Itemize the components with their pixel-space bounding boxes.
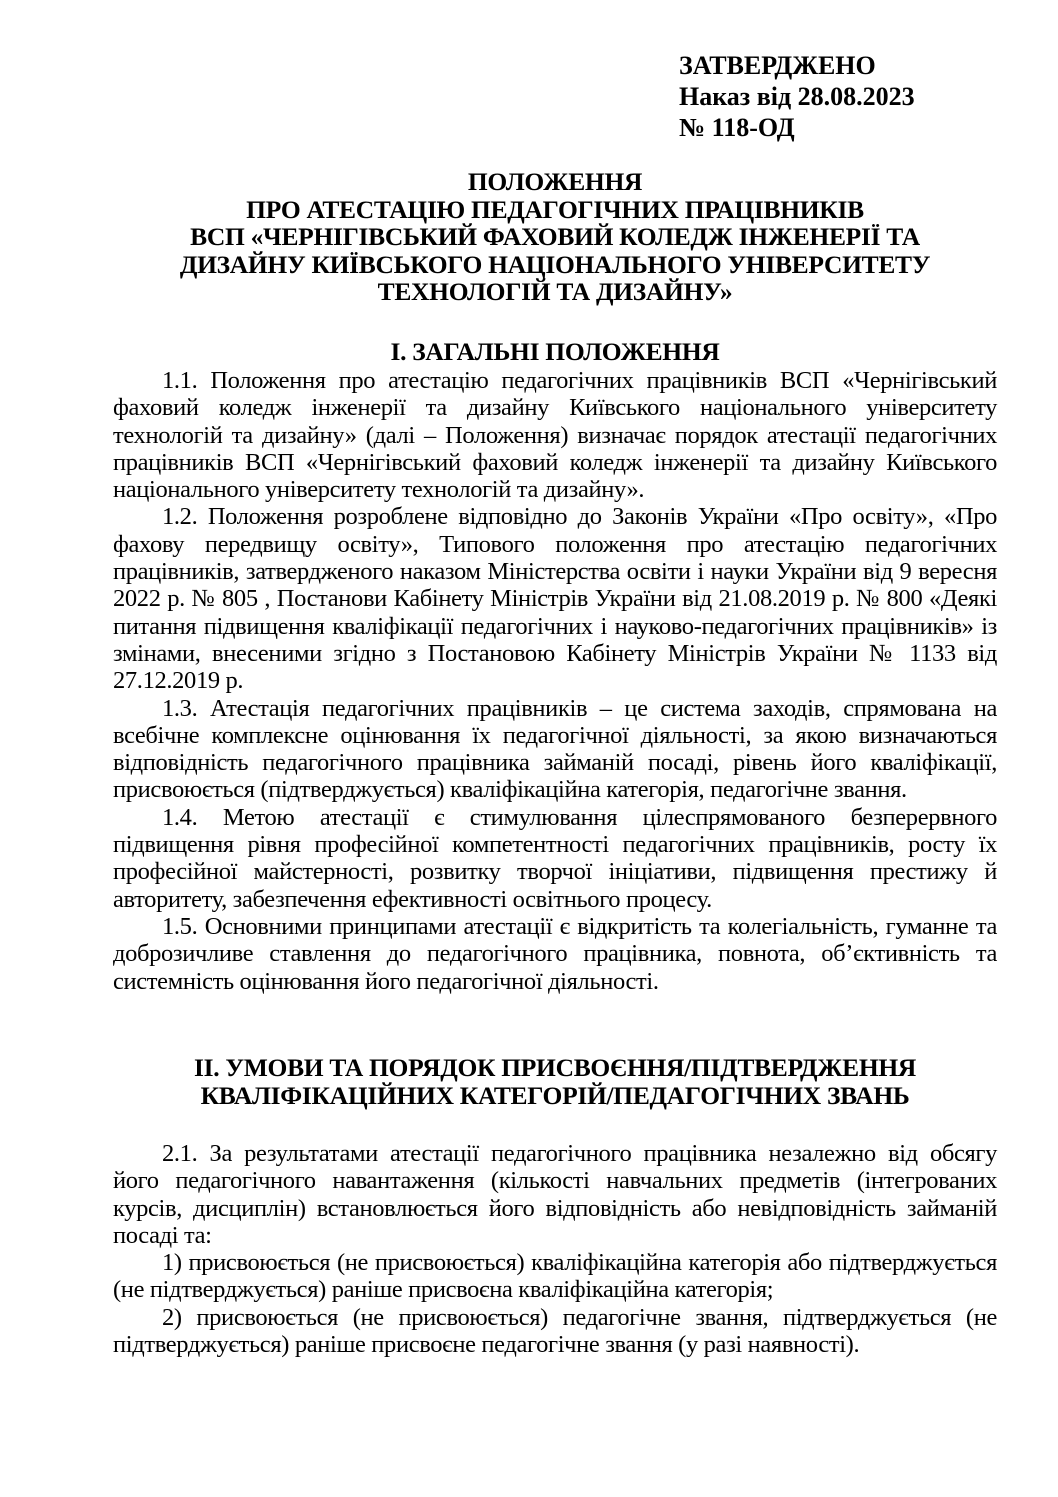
document-title: [113, 168, 997, 306]
paragraph-2-1: 2.1. За результатами атестації педагогічного працівника незалежно від обсягу його педагогічного навантаження (кількості навчальних предметів (інтегрованих курсів, дисциплін) встановлюється його відповідність або невідповідність займаній посаді та:: [113, 1140, 997, 1249]
section-2-heading-line-1: ІІ. УМОВИ ТА ПОРЯДОК ПРИСВОЄННЯ/ПІДТВЕРДЖЕННЯ: [193, 1053, 917, 1082]
section-2-heading-line-2: КВАЛІФІКАЦІЙНИХ КАТЕГОРІЙ/ПЕДАГОГІЧНИХ ЗВАНЬ: [200, 1080, 910, 1110]
title-line-1: ПОЛОЖЕННЯ: [467, 167, 643, 196]
order-date: Наказ від 28.08.2023: [679, 82, 915, 111]
paragraph-1-2: 1.2. Положення розроблене відповідно до Законів України «Про освіту», «Про фахову передвищу освіту», Типового положення про атестацію педагогічних працівників, затвердженого наказом Міністерства освіти і науки України від 9 вересня 2022 р. № 805 , Постанови Кабінету Міністрів України від 21.08.2019 р. № 800 «Деякі питання підвищення кваліфікації педагогічних і науково-педагогічних працівників» із змінами, внесеними згідно з Постановою Кабінету Міністрів України № 1133 від 27.12.2019 р.: [113, 503, 997, 695]
paragraph-1-3: 1.3. Атестація педагогічних працівників – це система заходів, спрямована на всебічне комплексне оцінювання їх педагогічної діяльності, за якою визначаються відповідність педагогічного працівника займаній посаді, рівень його кваліфікації, присвоюється (підтверджується) кваліфікаційна категорія, педагогічне звання.: [113, 694, 997, 804]
paragraph-2-1-item-2: 2) присвоюється (не присвоюється) педагогічне звання, підтверджується (не підтверджується) раніше присвоєне педагогічне звання (у разі наявності).: [113, 1303, 997, 1359]
order-number: № 118-ОД: [679, 113, 795, 142]
paragraph-1-4: 1.4. Метою атестації є стимулювання цілеспрямованого безперервного підвищення рівня професійної компетентності педагогічних працівників, росту їх професійної майстерності, розвитку творчої ініціативи, підвищення престижу й авторитету, забезпечення ефективності освітнього процесу.: [113, 803, 997, 913]
title-line-4: ДИЗАЙНУ КИЇВСЬКОГО НАЦІОНАЛЬНОГО УНІВЕРСИТЕТУ: [179, 249, 931, 279]
approval-stamp: [679, 50, 915, 143]
paragraph-2-1-item-1: 1) присвоюється (не присвоюється) кваліфікаційна категорія або підтверджується (не підтверджується) раніше присвоєна кваліфікаційна категорія;: [113, 1249, 997, 1304]
paragraph-1-1: 1.1. Положення про атестацію педагогічних працівників ВСП «Чернігівський фаховий коледж інженерії та дизайну Київського національного університету технологій та дизайну» (далі – Положення) визначає порядок атестації педагогічних працівників ВСП «Чернігівський фаховий коледж інженерії та дизайну Київського національного університету технологій та дизайну».: [113, 367, 997, 504]
title-line-3: ВСП «ЧЕРНІГІВСЬКИЙ ФАХОВИЙ КОЛЕДЖ ІНЖЕНЕРІЇ ТА: [190, 222, 920, 251]
title-line-2: ПРО АТЕСТАЦІЮ ПЕДАГОГІЧНИХ ПРАЦІВНИКІВ: [246, 194, 864, 224]
section-2-body: [113, 1140, 997, 1358]
paragraph-1-5: 1.5. Основними принципами атестації є відкритість та колегіальність, гуманне та доброзичливе ставлення до педагогічного працівника, повнота, об’єктивність та системність оцінювання його педагогічної діяльності.: [113, 912, 997, 995]
section-2-heading: [113, 1054, 997, 1109]
section-1-heading: І. ЗАГАЛЬНІ ПОЛОЖЕННЯ: [390, 337, 720, 366]
section-1-body: [113, 367, 997, 995]
title-line-5: ТЕХНОЛОГІЙ ТА ДИЗАЙНУ»: [377, 277, 733, 306]
approval-label: ЗАТВЕРДЖЕНО: [679, 51, 876, 80]
